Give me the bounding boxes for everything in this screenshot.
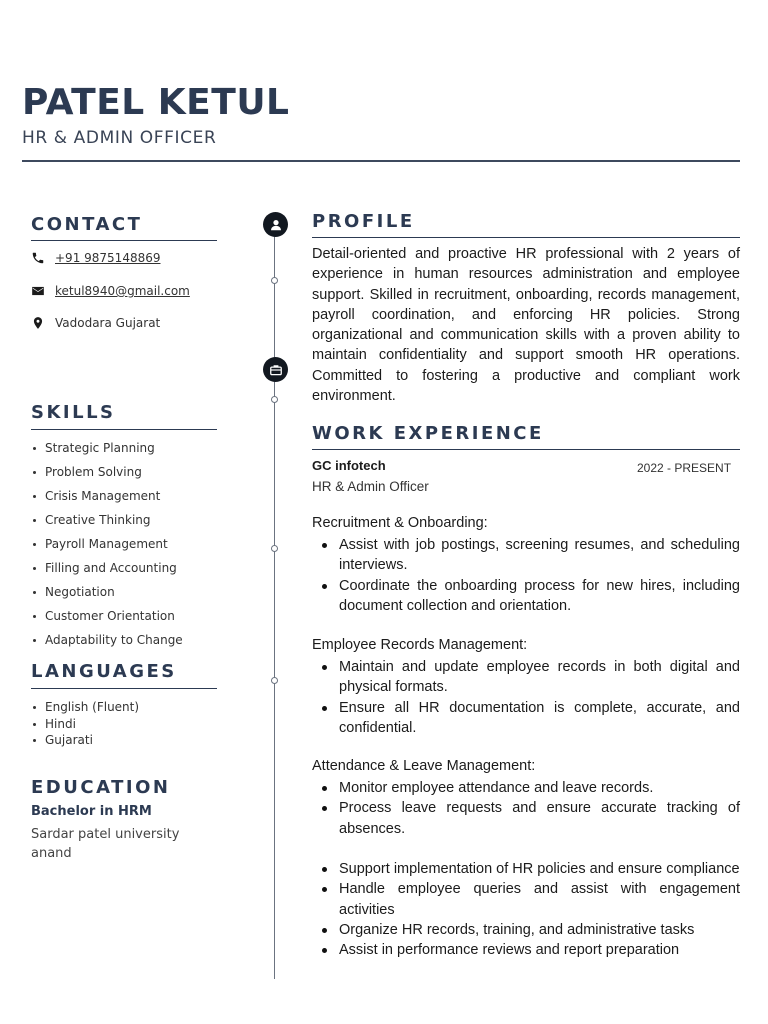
list-item: Assist with job postings, screening resumes, and scheduling interviews. xyxy=(312,535,740,576)
list-item: Crisis Management xyxy=(31,488,183,512)
email-link[interactable]: ketul8940@gmail.com xyxy=(55,284,190,298)
profile-divider xyxy=(312,237,740,238)
user-icon xyxy=(263,212,288,237)
location-text: Vadodara Gujarat xyxy=(55,316,161,330)
education-heading: EDUCATION xyxy=(31,777,171,798)
resume-title: HR & ADMIN OFFICER xyxy=(22,128,217,148)
list-item: Filling and Accounting xyxy=(31,560,183,584)
list-item: Strategic Planning xyxy=(31,440,183,464)
contact-divider xyxy=(31,240,217,241)
experience-divider xyxy=(312,449,740,450)
timeline-dot xyxy=(271,396,278,403)
resume-name: PATEL KETUL xyxy=(22,82,290,123)
contact-phone xyxy=(31,251,161,265)
skills-list xyxy=(31,440,183,656)
phone-icon xyxy=(31,251,45,265)
list-item: Gujarati xyxy=(31,732,139,749)
contact-location xyxy=(31,316,160,330)
list-item: Customer Orientation xyxy=(31,608,183,632)
list-item: Negotiation xyxy=(31,584,183,608)
recruitment-list xyxy=(312,535,740,616)
group-title-records: Employee Records Management: xyxy=(312,637,528,653)
contact-heading: CONTACT xyxy=(31,214,143,235)
list-item: English (Fluent) xyxy=(31,699,139,716)
timeline-dot xyxy=(271,545,278,552)
languages-heading: LANGUAGES xyxy=(31,661,177,682)
profile-heading: PROFILE xyxy=(312,211,415,232)
list-item: Monitor employee attendance and leave records. xyxy=(312,778,740,798)
employment-dates: 2022 - PRESENT xyxy=(637,461,732,475)
timeline-dot xyxy=(271,277,278,284)
skills-divider xyxy=(31,429,217,430)
list-item: Maintain and update employee records in both digital and physical formats. xyxy=(312,657,740,698)
phone-link[interactable]: +91 9875148869 xyxy=(55,251,161,265)
map-pin-icon xyxy=(31,316,45,330)
list-item: Problem Solving xyxy=(31,464,183,488)
timeline-dot xyxy=(271,677,278,684)
company-name: GC infotech xyxy=(312,458,386,473)
group-title-recruitment: Recruitment & Onboarding: xyxy=(312,515,488,531)
attendance-list xyxy=(312,778,740,839)
list-item: Ensure all HR documentation is complete, accurate, and confidential. xyxy=(312,698,740,739)
extra-duties-list xyxy=(312,859,740,960)
education-degree: Bachelor in HRM xyxy=(31,804,152,819)
profile-text: Detail-oriented and proactive HR professional with 2 years of experience in human resources administration and employee support. Skilled in recruitment, onboarding, records management, payroll coordination, and enforcing HR policies. Strong organizational and communication skills with a proven ability to maintain confidentiality and support smooth HR operations. Committed to fostering a productive and compliant work environment. xyxy=(312,246,740,405)
list-item: Coordinate the onboarding process for new hires, including document collection and orientation. xyxy=(312,576,740,617)
records-list xyxy=(312,657,740,738)
list-item: Handle employee queries and assist with engagement activities xyxy=(312,879,740,920)
briefcase-icon xyxy=(263,357,288,382)
list-item: Creative Thinking xyxy=(31,512,183,536)
list-item: Assist in performance reviews and report preparation xyxy=(312,940,740,960)
list-item: Payroll Management xyxy=(31,536,183,560)
envelope-icon xyxy=(31,284,45,298)
list-item: Organize HR records, training, and administrative tasks xyxy=(312,920,740,940)
education-school: Sardar patel university anand xyxy=(31,827,180,861)
list-item: Adaptability to Change xyxy=(31,632,183,656)
languages-list xyxy=(31,699,139,749)
list-item: Hindi xyxy=(31,716,139,733)
contact-email xyxy=(31,284,190,298)
experience-heading: WORK EXPERIENCE xyxy=(312,423,544,444)
timeline-line xyxy=(274,225,275,979)
list-item: Support implementation of HR policies and ensure compliance xyxy=(312,859,740,879)
languages-divider xyxy=(31,688,217,689)
header-divider xyxy=(22,160,740,162)
group-title-attendance: Attendance & Leave Management: xyxy=(312,758,536,774)
skills-heading: SKILLS xyxy=(31,402,116,423)
list-item: Process leave requests and ensure accurate tracking of absences. xyxy=(312,798,740,839)
job-role: HR & Admin Officer xyxy=(312,479,429,494)
